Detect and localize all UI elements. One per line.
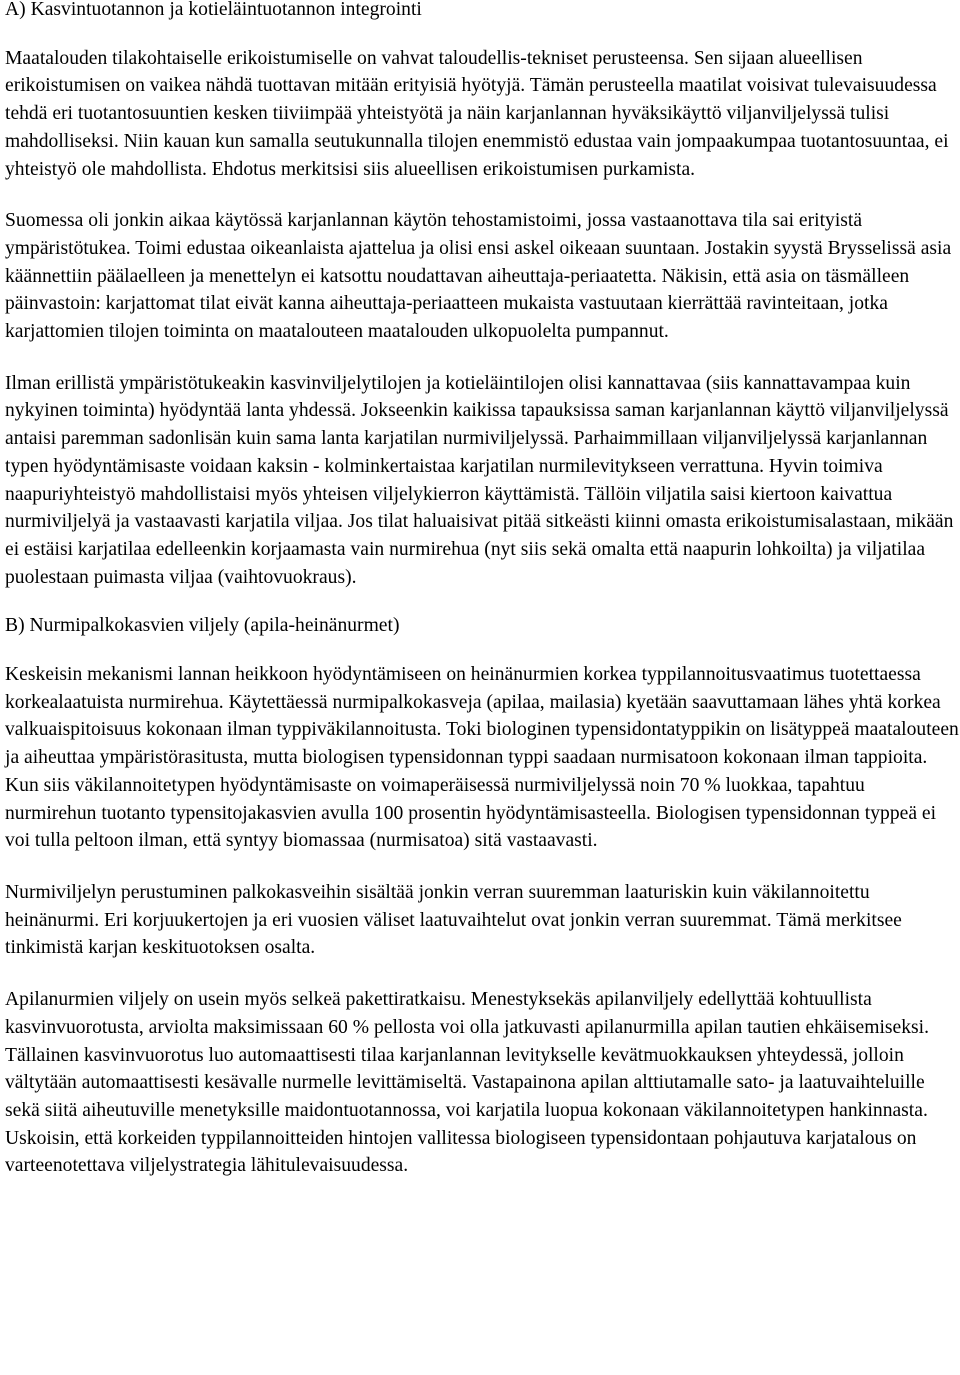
section-a-heading: A) Kasvintuotannon ja kotieläintuotannon integrointi	[5, 0, 422, 20]
document-page	[5, 0, 960, 1204]
section-b-paragraph-3: Apilanurmien viljely on usein myös selkeä pakettiratkaisu. Menestyksekäs apilanviljely edellyttää kohtuullista kasvinvuorotusta, arviolta maksimissaan 60 % pellosta voi olla jatkuvasti apilanurmilla apilan tautien ehkäisemiseksi. Tällainen kasvinvuorotus luo automaattisesti tilaa karjanlannan levitykselle kevätmuokkauksen yhteydessä, jolloin vältytään automaattisesti kesävalle nurmelle levittämiseltä. Vastapainona apilan alttiutamalle sato- ja laatuvaihteluille sekä siitä aiheutuville menetyksille maidontuotannossa, voi karjatila luopua kokonaan väkilannoitetypen hankinnasta. Uskoisin, että korkeiden typpilannoitteiden hintojen vallitessa biologiseen typensidontaan pohjautuva karjatalous on varteenotettava viljelystrategia lähitulevaisuudessa.	[5, 989, 929, 1177]
section-b-paragraph-2: Nurmiviljelyn perustuminen palkokasveihin sisältää jonkin verran suuremman laaturiskin kuin väkilannoitettu heinänurmi. Eri korjuukertojen ja eri vuosien väliset laatuvaihtelut ovat jonkin verran suuremmat. Tämä merkitsee tinkimistä karjan keskituotoksen osalta.	[5, 881, 902, 959]
section-a-paragraph-2: Suomessa oli jonkin aikaa käytössä karjanlannan käytön tehostamistoimi, jossa vastaanottava tila sai erityistä ympäristötukea. Toimi edustaa oikeanlaista ajattelua ja olisi ensi askel oikeaan suuntaan. Jostakin syystä Brysselissä asia käännettiin päälaelleen ja menettelyn ei katsottu noudattavan aiheuttaja-periaatetta. Näkisin, että asia on täsmälleen päinvastoin: karjattomat tilat eivät kanna aiheuttaja-periaatteen mukaista vastuutaan kierrättää ravinteitaan, jotka karjattomien tilojen toiminta on maatalouteen maatalouden ulkopuolelta pumpannut.	[5, 210, 952, 343]
section-b-paragraph-1: Keskeisin mekanismi lannan heikkoon hyödyntämiseen on heinänurmien korkea typpilannoitusvaatimus tuotettaessa korkealaatuista nurmirehua. Käytettäessä nurmipalkokasveja (apilaa, mailasia) kyetään saavuttamaan lähes yhtä korkea valkuaispitoisuus kokonaan ilman typpiväkilannoitusta. Toki biologinen typensidontatyppikin on lisätyppeä maatalouteen ja aiheuttaa ympäristörasitusta, mutta biologisen typensidonnan typpi saadaan nurmisatoon kokonaan ilman tappioita. Kun siis väkilannoitetypen hyödyntämisaste on voimaperäisessä nurmiviljelyssä noin 70 % luokkaa, tapahtuu nurmirehun tuotanto typensitojakasvien avulla 100 prosentin hyödyntämisasteella. Biologisen typensidonnan typpeä ei voi tulla peltoon ilman, että syntyy biomassaa (nurmisatoa) sitä vastaavasti.	[5, 664, 959, 852]
section-a-paragraph-1: Maatalouden tilakohtaiselle erikoistumiselle on vahvat taloudellis-tekniset perusteensa. Sen sijaan alueellisen erikoistumisen on vaikea nähdä tuottavan mitään erityisiä hyötyjä. Tämän perusteella maatilat voisivat tulevaisuudessa tehdä eri tuotantosuuntien kesken tiiviimpää yhteistyötä ja näin karjanlannan hyväksikäyttö viljanviljelyssä tulisi mahdolliseksi. Niin kauan kun samalla seutukunnalla tilojen enemmistö edustaa vain jompaakumpaa tuotantosuuntaa, ei yhteistyö ole mahdollista. Ehdotus merkitsisi siis alueellisen erikoistumisen purkamista.	[5, 47, 949, 180]
section-a-paragraph-3: Ilman erillistä ympäristötukeakin kasvinviljelytilojen ja kotieläintilojen olisi kannattavaa (siis kannattavampaa kuin nykyinen toiminta) hyödyntää lanta yhdessä. Jokseenkin kaikissa tapauksissa saman karjanlannan käyttö viljanviljelyssä antaisi paremman sadonlisän kuin sama lanta karjatilan nurmiviljelyssä. Parhaimmillaan viljanviljelyssä karjanlannan typen hyödyntämisaste voidaan kaksin - kolminkertaistaa karjatilan nurmilevitykseen verrattuna. Hyvin toimiva naapuriyhteistyö mahdollistaisi myös yhteisen viljelykierron käyttämistä. Tällöin viljatila saisi kiertoon kaivattua nurmiviljelyä ja vastaavasti karjatila viljaa. Jos tilat haluaisivat pitää sitkeästi kiinni omasta erikoistumisalastaan, mikään ei estäisi karjatilaa edelleenkin korjaamasta vain nurmirehua (nyt siis sekä omalta että naapurin lohkoilta) ja viljatilaa puolestaan puimasta viljaa (vaihtovuokraus).	[5, 372, 954, 588]
section-b-heading: B) Nurmipalkokasvien viljely (apila-heinänurmet)	[5, 615, 400, 637]
